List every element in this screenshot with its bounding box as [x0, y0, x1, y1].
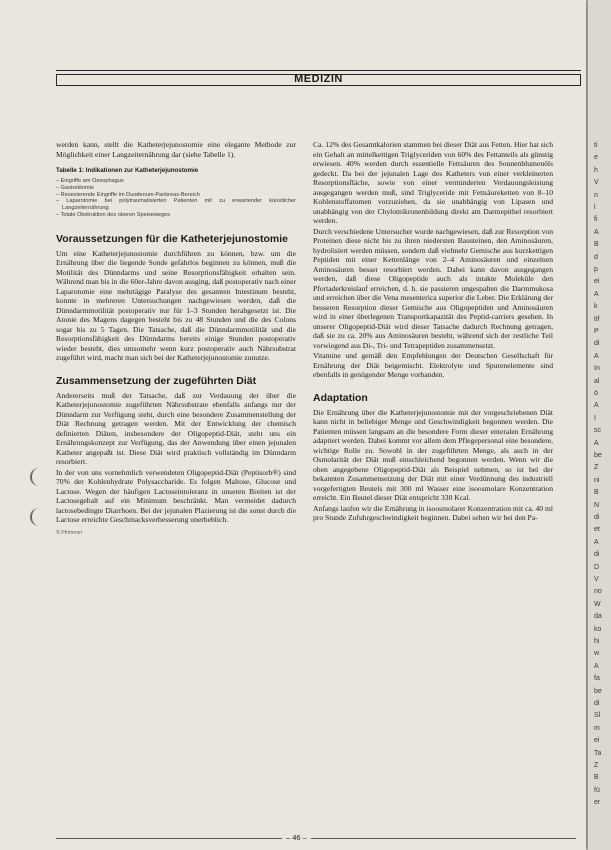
- margin-fragment: V: [594, 179, 599, 187]
- margin-fragment: A: [594, 352, 599, 360]
- fat-paragraph: Ca. 12% des Gesamtkalorien stammen bei dieser Diät aus Fetten. Hier hat sich ein Gehalt an mittelkettigen Triglyceriden von 60% des Fettanteils als günstig erwiesen. 40% werden durch essentielle Fettsäuren des Sonnenblumenöls gedeckt. Da bei der jejunalen Lage des Katheters von einer verkleinerten Resorptionsfläche, sowie von einer verminderten Verdauungsleistung ausgegangen werden muß, sind Triglyceride mit Fettsäureketten von 8–10 Kohlenstoffatomen vorzuziehen, da sie unabhängig von Lipasen und unabhängig von der Chylomikronenbildung direkt am Darmepithel resorbiert werden.: [313, 140, 553, 225]
- margin-fragment: ko: [594, 625, 602, 633]
- table-item: – Laparotomie bei polytraumatisierten Patienten mit zu erwartender künstlicher Langzeiternährung: [56, 198, 296, 212]
- footer-rule: [56, 838, 576, 839]
- adaptation-paragraph-1: Die Ernährung über die Katheterjejunostomie mit der vorgeschriebenen Diät kann nicht in beliebiger Menge und Geschwindigkeit begonnen werden. Die Patienten müssen langsam an die besondere Form dieser enteralen Ernährung adaptiert werden. Dabei kommt vor allem dem Pflegepersonal eine besondere, wichtige Rolle zu. Sowohl in der zugeführten Menge, als auch in der Osmolarität der Diät muß einschleichend begonnen werden. Wenn wir die oben angegebene Oligopeptid-Diät als Beispiel nehmen, so ist bei der bekannten Zusammensetzung der Diät mit einer Verdünnung des industriell vorgefertigten Beutels mit 300 ml Wasser eine isoosmolare Konzentration erreicht. Ein Beutel dieser Diät entspricht 330 Kcal.: [313, 407, 553, 502]
- margin-fragment: Sl: [594, 712, 601, 720]
- zusammensetzung-paragraph-1: Andererseits muß der Tatsache, daß zur Verdauung der über die Katheterjejunostomie zugeführten Nährsubstrate ebenfalls anfangs nur der Dünndarm zur Verfügung steht, durch eine besondere Zusammenstellung der Diät Rechnung getragen werden. Mit der Entwicklung der chemisch definierten Diäten, insbesondere der Oligopeptid-Diät, steht uns ein Ernährungskonzept zur Verfügung, das der Anwendung über einen jejunalen Katheter angepaßt ist. Diese Diät wird praktisch vollständig im Dünndarm resorbiert.: [56, 390, 296, 467]
- margin-fragment: da: [594, 613, 602, 621]
- zusammensetzung-paragraph-2: In der von uns vornehmlich verwendeten Oligopeptid-Diät (Peptisorb®) sind 70% der Kohlenhydrate Polysaccharide. Es folgen Maltose, Glucose und Lactose. Wegen der häufigen Lactoseintoleranz in unseren Breiten ist der Lactosegehalt auf ein Minimum beschränkt. Man vermeidet dadurch lactosebedingte Diarrhoen. Bei der jejunalen Plazierung ist die sonst durch die Lactose erreichte Geschmacksverbesserung unerheblich.: [56, 467, 296, 525]
- margin-fragment: no: [594, 588, 602, 596]
- voraussetzungen-paragraph: Um eine Katheterjejunostomie durchführen zu können, bzw. um die Ernährung über die liegende Sonde gefahrlos beginnen zu können, muß die Motilität des Dünndarms und seine Resorptionsfähigkeit erhalten sein. Während man bis in die 60er-Jahre davon ausging, daß postoperativ nach einer Laparotomie eine mehrtägige Paralyse des gesamten Intestinum besteht, konnte in mehreren Untersuchungen nachgewiesen werden, daß die Dünndarmmotilität postoperativ nur für 1–3 Stunden herabgesetzt ist. Die Atonie des Magens dagegen besteht bis zu 48 Stunden und die des Colons sogar bis zu 5 Tagen. Die Tatsache, daß die Dünndarmmotilität und die Resorptionsfähigkeit des Dünndarms bereits einige Stunden postoperativ wieder besteht, dies umsomehr wenn kurz postoperativ auch Nährsubstrat zugeführt wird, macht man sich bei der Katheterjejunostomie zunutze.: [56, 248, 296, 363]
- vitamin-paragraph: Vitamine und gemäß den Empfehlungen der Deutschen Gesellschaft für Ernährung der Diät beigemischt. Elektrolyte und Spurenelemente sind ebenfalls in genügender Menge vorhanden.: [313, 351, 553, 379]
- margin-fragment: fü: [594, 786, 600, 794]
- margin-fragment: be: [594, 452, 602, 459]
- margin-fragment: ni: [594, 476, 600, 484]
- margin-fragment: l: [594, 204, 596, 211]
- table-list: [56, 178, 296, 219]
- table-item: – Resezierende Eingriffe im Duodenum-Pankreas-Bereich: [56, 191, 200, 198]
- margin-fragment: e: [594, 154, 598, 162]
- margin-fragment: A: [594, 290, 599, 298]
- margin-fragment: A: [594, 402, 599, 410]
- margin-fragment: k: [594, 303, 598, 311]
- margin-fragment: p: [594, 266, 598, 273]
- header-title: MEDIZIN: [294, 73, 343, 85]
- table-item: – Eingriffe am Oesophagus: [56, 178, 124, 184]
- margin-fragment: ei: [594, 278, 600, 286]
- margin-fragment: A: [594, 228, 599, 236]
- table-item: – Totale Obstruktion des oberen Speiseweges: [56, 211, 171, 218]
- footnote: ® Pfrimmer: [56, 529, 83, 536]
- margin-fragment: fa: [594, 675, 600, 683]
- left-column: [56, 140, 296, 538]
- margin-fragment: di: [594, 700, 600, 707]
- margin-fragment: I: [594, 414, 596, 422]
- margin-fragment: er: [594, 799, 601, 807]
- margin-fragment: di: [594, 514, 600, 521]
- margin-fragment: P: [594, 328, 599, 335]
- margin-fragment: B: [594, 774, 599, 782]
- margin-fragment: m: [594, 724, 600, 732]
- margin-fragment: B: [594, 489, 599, 497]
- margin-fragment: sc: [594, 427, 601, 435]
- margin-fragment: ti: [594, 142, 598, 149]
- section-heading-zusammensetzung: Zusammensetzung der zugeführten Diät: [56, 374, 257, 387]
- margin-fragment: A: [594, 662, 599, 670]
- margin-fragment: N: [594, 501, 600, 509]
- intro-paragraph: werden kann, stellt die Katheterjejunostomie eine elegante Methode zur Möglichkeit einer Langzeiternährung dar (siehe Tabelle 1).: [56, 140, 296, 159]
- margin-fragment: di: [594, 551, 600, 559]
- margin-fragment: D: [594, 563, 600, 571]
- protein-paragraph: Durch verschiedene Untersucher wurde nachgewiesen, daß zur Resorption von Proteinen diese nicht bis zu ihren niedersten Bausteinen, den Aminosäuren, hydrolisiert werden müssen, sondern daß vielmehr Gemische aus kurzkettigen Peptiden mit einer Kettenlänge von 2–4 Aminosäuren und einzelnen Aminosäuren besser resorbiert werden. Dabei kann davon ausgegangen werden, daß diese Oligopeptide auch als intakte Moleküle den Pfortaderkreislauf erreichen, d. h. sie passieren ungespalten die Darmmukosa und erreichen über die Vena mesenterica superior die Leber. Die Erklärung der besseren Resorption dieser Gemische aus Oligopeptiden und Aminosäuren wird in einer überlegenen Transportkapazität des Peptid-carriers gesehen. In unserer Oligopeptid-Diät wird dieser Tatsache dadurch Rechnung getragen, daß sie zu ca. 20% aus Aminosäuren besteht, während sich der restliche Teil vorwiegend aus Di-, Tri- und Tetrapeptiden zusammensetzt.: [313, 226, 553, 350]
- margin-fragment: al: [594, 377, 600, 385]
- margin-fragment: di: [594, 340, 600, 348]
- punch-hole-mark: [30, 468, 42, 486]
- margin-fragment: A: [594, 439, 599, 447]
- margin-fragment: V: [594, 576, 599, 583]
- punch-hole-mark: [30, 508, 42, 526]
- margin-fragment: ei: [594, 737, 600, 745]
- section-heading-adaptation: Adaptation: [313, 391, 368, 404]
- header-rule: [56, 70, 581, 71]
- table-item: – Gastrektomie: [56, 184, 94, 191]
- adaptation-paragraph-2: Anfangs laufen wir die Ernährung in isoosmolarer Konzentration mit ca. 40 ml pro Stunde Zufuhrgeschwindigkeit beginnen. Dabei sehen wir bei den Pa-: [313, 503, 553, 522]
- table-title: Tabelle 1: Indikationen zur Katheterjejunostomie: [56, 167, 199, 174]
- margin-fragment: tif: [594, 315, 600, 323]
- section-header: [56, 68, 581, 86]
- margin-fragment: hi: [594, 638, 600, 645]
- indications-table: [56, 167, 296, 219]
- margin-fragment: fi: [594, 216, 598, 224]
- margin-fragment: In: [594, 365, 600, 373]
- margin-fragment: A: [594, 538, 599, 546]
- margin-fragment: be: [594, 687, 602, 695]
- margin-fragment: W: [594, 600, 601, 608]
- margin-fragment: w: [594, 650, 600, 658]
- margin-fragment: Ta: [594, 749, 602, 757]
- margin-fragment: d: [594, 253, 598, 261]
- margin-fragment: Z: [594, 464, 599, 472]
- margin-fragment: ö: [594, 390, 598, 397]
- right-column: [313, 140, 553, 524]
- page-number: – 46 –: [282, 833, 311, 842]
- page-footer: [56, 834, 576, 844]
- margin-fragment: h: [594, 166, 598, 174]
- section-heading-voraussetzungen: Voraussetzungen für die Katheterjejunostomie: [56, 232, 289, 245]
- margin-fragment: Z: [594, 762, 599, 769]
- margin-fragment: B: [594, 241, 599, 249]
- margin-fragment: n: [594, 191, 598, 199]
- adjacent-page-edge: [588, 0, 611, 850]
- margin-fragment: et: [594, 526, 600, 534]
